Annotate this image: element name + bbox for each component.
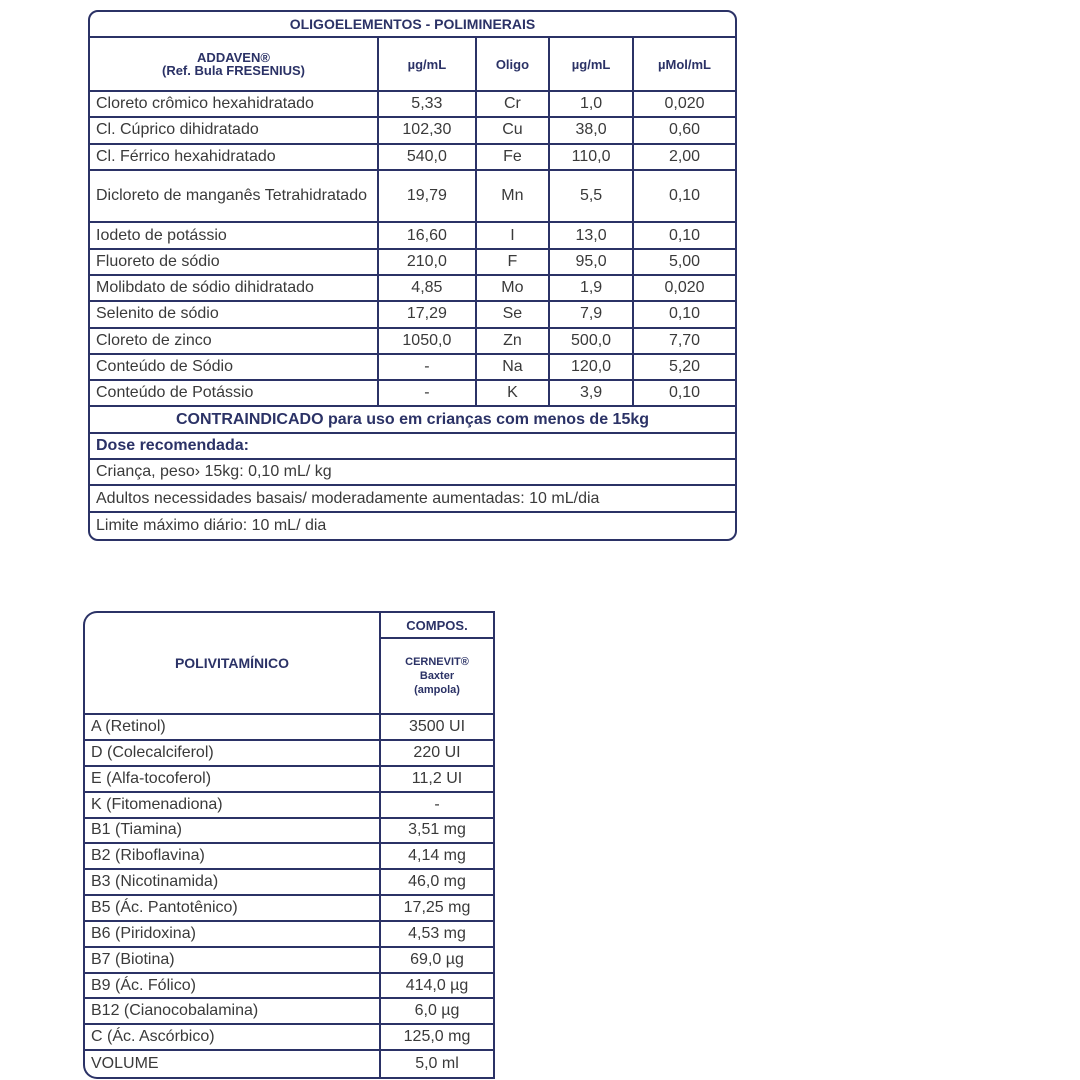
table-row <box>90 118 735 144</box>
vitamin-cell: A (Retinol) <box>85 715 381 741</box>
header-umolml: µMol/mL <box>634 38 735 92</box>
header-ugml-2: µg/mL <box>550 38 634 92</box>
table-row <box>90 171 735 224</box>
header-product: CERNEVIT® Baxter (ampola) <box>381 639 495 715</box>
element-ugml-cell: 95,0 <box>550 250 634 276</box>
amount-cell: 69,0 µg <box>381 948 495 974</box>
oligoelementos-table <box>88 10 737 541</box>
vitamin-cell: VOLUME <box>85 1051 381 1077</box>
amount-cell: 4,14 mg <box>381 844 495 870</box>
element-ugml-cell: 500,0 <box>550 329 634 355</box>
header-addaven: ADDAVEN® (Ref. Bula FRESENIUS) <box>90 38 379 92</box>
compound-cell: Cloreto crômico hexahidratado <box>90 92 379 118</box>
compound-cell: Molibdato de sódio dihidratado <box>90 276 379 302</box>
element-ugml-cell: 3,9 <box>550 381 634 407</box>
table-row <box>90 276 735 302</box>
element-ugml-cell: 13,0 <box>550 223 634 249</box>
vitamin-cell: B7 (Biotina) <box>85 948 381 974</box>
amount-cell: 414,0 µg <box>381 974 495 1000</box>
amount-cell: 4,53 mg <box>381 922 495 948</box>
table-row <box>85 767 495 793</box>
element-cell: Fe <box>477 145 550 171</box>
concentration-cell: 1050,0 <box>379 329 477 355</box>
table-row <box>85 819 495 845</box>
table-title: POLIVITAMÍNICO <box>85 613 381 715</box>
element-umolml-cell: 0,10 <box>634 171 735 224</box>
vitamin-cell: B6 (Piridoxina) <box>85 922 381 948</box>
vitamin-cell: D (Colecalciferol) <box>85 741 381 767</box>
concentration-cell: 540,0 <box>379 145 477 171</box>
table-row <box>90 486 735 512</box>
element-cell: K <box>477 381 550 407</box>
table-row <box>90 92 735 118</box>
vitamin-cell: B1 (Tiamina) <box>85 819 381 845</box>
compound-cell: Dicloreto de manganês Tetrahidratado <box>90 171 379 224</box>
element-ugml-cell: 7,9 <box>550 302 634 328</box>
compound-cell: Fluoreto de sódio <box>90 250 379 276</box>
table-row <box>90 223 735 249</box>
element-cell: Na <box>477 355 550 381</box>
concentration-cell: - <box>379 381 477 407</box>
compound-cell: Selenito de sódio <box>90 302 379 328</box>
compound-cell: Conteúdo de Sódio <box>90 355 379 381</box>
compound-cell: Cl. Cúprico dihidratado <box>90 118 379 144</box>
element-umolml-cell: 5,00 <box>634 250 735 276</box>
concentration-cell: 19,79 <box>379 171 477 224</box>
table-title: OLIGOELEMENTOS - POLIMINERAIS <box>90 12 735 38</box>
concentration-cell: 17,29 <box>379 302 477 328</box>
element-ugml-cell: 5,5 <box>550 171 634 224</box>
table-row <box>90 145 735 171</box>
table-row <box>90 250 735 276</box>
table-row <box>90 460 735 486</box>
element-umolml-cell: 0,020 <box>634 92 735 118</box>
contraindication-note: CONTRAINDICADO para uso em crianças com menos de 15kg <box>90 407 735 433</box>
amount-cell: 11,2 UI <box>381 767 495 793</box>
concentration-cell: 210,0 <box>379 250 477 276</box>
vitamin-cell: B9 (Ác. Fólico) <box>85 974 381 1000</box>
dose-line: Limite máximo diário: 10 mL/ dia <box>96 516 327 534</box>
table-row <box>85 922 495 948</box>
amount-cell: 220 UI <box>381 741 495 767</box>
element-ugml-cell: 1,0 <box>550 92 634 118</box>
amount-cell: 3,51 mg <box>381 819 495 845</box>
table-row <box>90 329 735 355</box>
amount-cell: 6,0 µg <box>381 999 495 1025</box>
element-umolml-cell: 0,10 <box>634 381 735 407</box>
element-cell: Cu <box>477 118 550 144</box>
compound-cell: Conteúdo de Potássio <box>90 381 379 407</box>
dose-line: Criança, peso› 15kg: 0,10 mL/ kg <box>90 460 735 486</box>
table-row <box>85 1051 495 1077</box>
table-row <box>90 434 735 460</box>
amount-cell: 5,0 ml <box>381 1051 495 1077</box>
dose-line: Adultos necessidades basais/ moderadamente aumentadas: 10 mL/dia <box>90 486 735 512</box>
amount-cell: 17,25 mg <box>381 896 495 922</box>
amount-cell: 125,0 mg <box>381 1025 495 1051</box>
table-row <box>85 1025 495 1051</box>
element-cell: Se <box>477 302 550 328</box>
element-ugml-cell: 120,0 <box>550 355 634 381</box>
element-cell: Cr <box>477 92 550 118</box>
amount-cell: 46,0 mg <box>381 870 495 896</box>
element-umolml-cell: 0,020 <box>634 276 735 302</box>
table-row <box>85 999 495 1025</box>
element-ugml-cell: 38,0 <box>550 118 634 144</box>
concentration-cell: 102,30 <box>379 118 477 144</box>
table-row <box>85 844 495 870</box>
vitamin-cell: E (Alfa-tocoferol) <box>85 767 381 793</box>
element-umolml-cell: 7,70 <box>634 329 735 355</box>
element-cell: I <box>477 223 550 249</box>
amount-cell: 3500 UI <box>381 715 495 741</box>
vitamin-cell: B3 (Nicotinamida) <box>85 870 381 896</box>
header-oligo: Oligo <box>477 38 550 92</box>
table-row <box>90 407 735 433</box>
concentration-cell: 5,33 <box>379 92 477 118</box>
dose-label: Dose recomendada: <box>90 434 735 460</box>
element-cell: Mo <box>477 276 550 302</box>
table-row <box>85 974 495 1000</box>
table-row <box>90 355 735 381</box>
concentration-cell: 4,85 <box>379 276 477 302</box>
header-compos: COMPOS. <box>381 613 495 639</box>
concentration-cell: 16,60 <box>379 223 477 249</box>
polivitaminico-table <box>83 611 495 1079</box>
element-umolml-cell: 0,10 <box>634 302 735 328</box>
vitamin-cell: K (Fitomenadiona) <box>85 793 381 819</box>
element-umolml-cell: 0,10 <box>634 223 735 249</box>
table-row <box>85 741 495 767</box>
compound-cell: Iodeto de potássio <box>90 223 379 249</box>
element-ugml-cell: 1,9 <box>550 276 634 302</box>
table-row <box>85 793 495 819</box>
vitamin-cell: B5 (Ác. Pantotênico) <box>85 896 381 922</box>
table-row <box>85 870 495 896</box>
element-cell: F <box>477 250 550 276</box>
vitamin-cell: B12 (Cianocobalamina) <box>85 999 381 1025</box>
vitamin-cell: B2 (Riboflavina) <box>85 844 381 870</box>
table-row <box>85 896 495 922</box>
element-cell: Zn <box>477 329 550 355</box>
vitamin-cell: C (Ác. Ascórbico) <box>85 1025 381 1051</box>
amount-cell: - <box>381 793 495 819</box>
table-row <box>90 381 735 407</box>
element-umolml-cell: 0,60 <box>634 118 735 144</box>
element-ugml-cell: 110,0 <box>550 145 634 171</box>
table-row <box>90 302 735 328</box>
header-ugml: µg/mL <box>379 38 477 92</box>
table-row <box>90 513 735 539</box>
compound-cell: Cl. Férrico hexahidratado <box>90 145 379 171</box>
element-umolml-cell: 5,20 <box>634 355 735 381</box>
compound-cell: Cloreto de zinco <box>90 329 379 355</box>
element-umolml-cell: 2,00 <box>634 145 735 171</box>
concentration-cell: - <box>379 355 477 381</box>
element-cell: Mn <box>477 171 550 224</box>
table-row <box>85 948 495 974</box>
table-row <box>85 715 495 741</box>
